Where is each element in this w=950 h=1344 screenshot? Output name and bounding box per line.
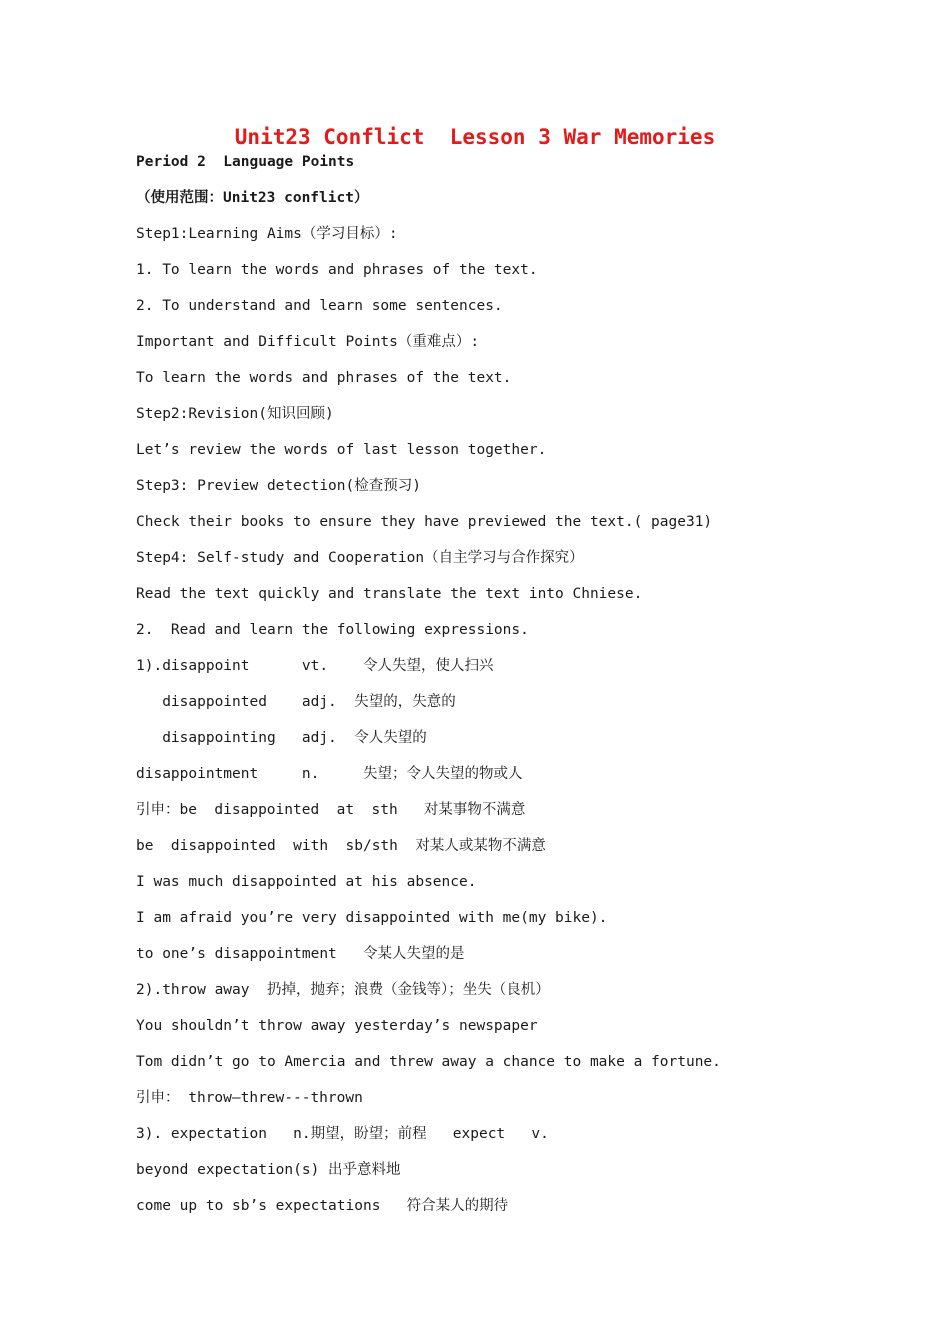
phrase-beyond-expectation: beyond expectation(s) 出乎意料地 (136, 1162, 401, 1178)
step2-heading: Step2:Revision(知识回顾) (136, 406, 334, 422)
extension-at: 引申：be disappointed at sth 对某事物不满意 (136, 802, 526, 818)
vocab-disappointed: disappointed adj. 失望的，失意的 (136, 694, 456, 710)
period-heading: Period 2 Language Points (136, 154, 355, 170)
scope-note: （使用范围：Unit23 conflict） (136, 190, 369, 206)
example-bike: I am afraid you’re very disappointed with me(my bike). (136, 910, 608, 926)
aim-item-1: 1. To learn the words and phrases of the text. (136, 262, 538, 278)
phrase-to-ones-disappointment: to one’s disappointment 令某人失望的是 (136, 946, 465, 962)
extension-with: be disappointed with sb/sth 对某人或某物不满意 (136, 838, 546, 854)
expressions-heading: 2. Read and learn the following expressions. (136, 622, 529, 638)
step4-text: Read the text quickly and translate the text into Chniese. (136, 586, 643, 602)
extension-throw-forms: 引申： throw—threw---thrown (136, 1090, 363, 1106)
vocab-throw-away: 2).throw away 扔掉，抛弃；浪费（金钱等）；坐失（良机） (136, 982, 550, 998)
document-body (136, 150, 856, 1230)
step4-heading: Step4: Self-study and Cooperation（自主学习与合作探究） (136, 550, 584, 566)
vocab-disappointment: disappointment n. 失望；令人失望的物或人 (136, 766, 523, 782)
phrase-come-up-to: come up to sb’s expectations 符合某人的期待 (136, 1198, 509, 1214)
vocab-disappoint: 1).disappoint vt. 令人失望，使人扫兴 (136, 658, 494, 674)
aim-item-2: 2. To understand and learn some sentences. (136, 298, 503, 314)
step1-heading: Step1:Learning Aims（学习目标）: (136, 226, 398, 242)
key-points-text: To learn the words and phrases of the text. (136, 370, 512, 386)
example-fortune: Tom didn’t go to Amercia and threw away a chance to make a fortune. (136, 1054, 721, 1070)
step3-heading: Step3: Preview detection(检查预习) (136, 478, 421, 494)
vocab-disappointing: disappointing adj. 令人失望的 (136, 730, 427, 746)
example-newspaper: You shouldn’t throw away yesterday’s newspaper (136, 1018, 538, 1034)
vocab-expectation: 3). expectation n.期望，盼望；前程 expect v. (136, 1126, 549, 1142)
key-points-heading: Important and Difficult Points（重难点）: (136, 334, 480, 350)
step2-text: Let’s review the words of last lesson together. (136, 442, 547, 458)
example-absence: I was much disappointed at his absence. (136, 874, 477, 890)
document-title: Unit23 Conflict Lesson 3 War Memories (234, 125, 716, 149)
step3-text: Check their books to ensure they have previewed the text.( page31) (136, 514, 713, 530)
